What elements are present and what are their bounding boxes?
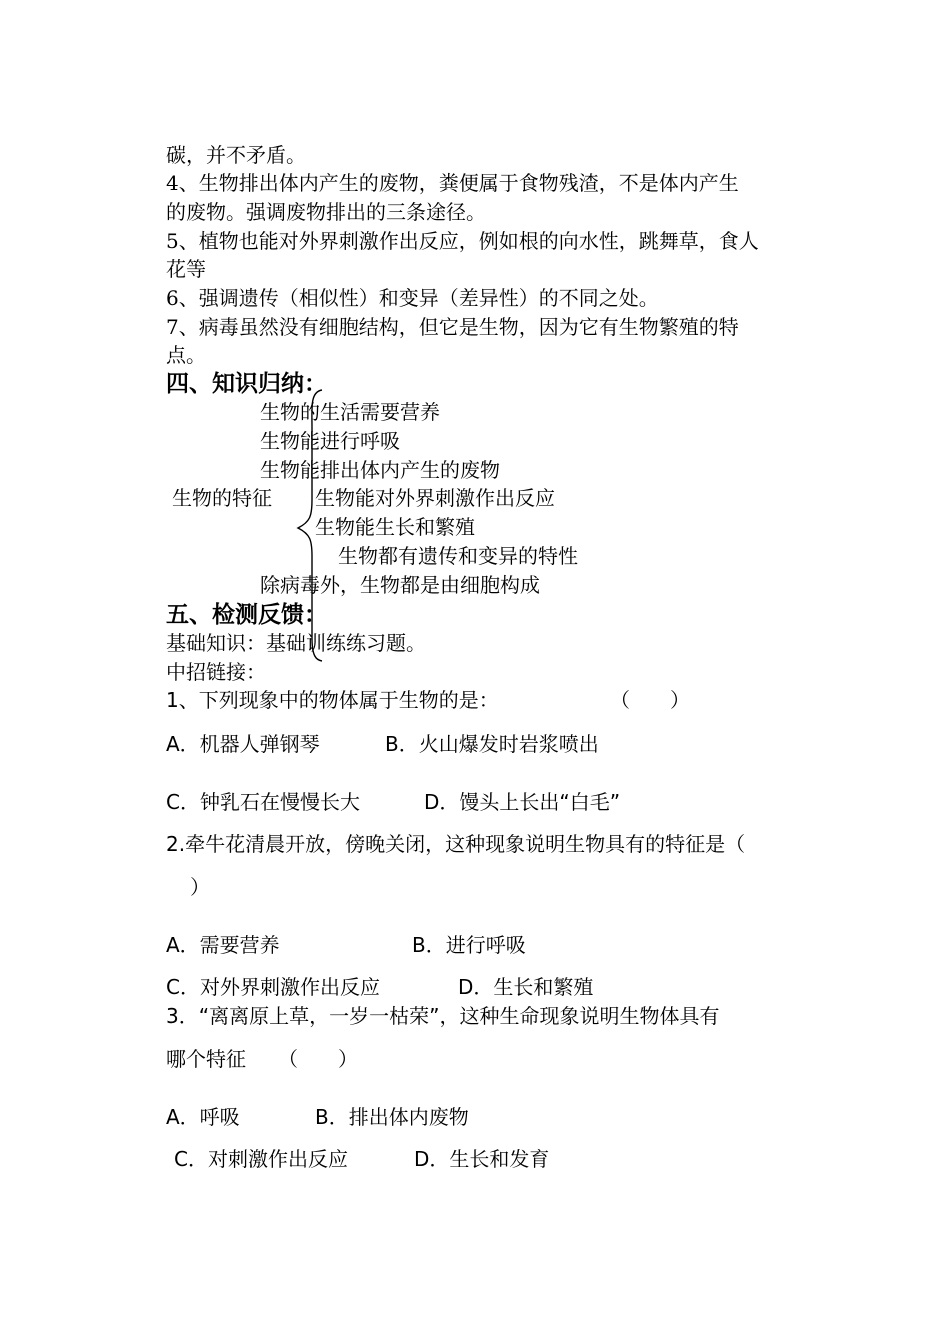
q3-option-c: C．对刺激作出反应 — [174, 1147, 348, 1171]
feature-root-label: 生物的特征 — [172, 486, 272, 510]
q1-stem: 1、下列现象中的物体属于生物的是： — [166, 688, 499, 712]
note-item-4b: 的废物。强调废物排出的三条途径。 — [166, 200, 486, 224]
feature-item-6: 生物都有遗传和变异的特性 — [338, 544, 578, 568]
note-item-6: 6、强调遗传（相似性）和变异（差异性）的不同之处。 — [166, 286, 659, 310]
q3-stem-line2: 哪个特征 — [166, 1047, 246, 1071]
q3-paren: （ ） — [278, 1047, 358, 1071]
q1-option-b: B．火山爆发时岩浆喷出 — [385, 732, 599, 756]
q2-option-a: A．需要营养 — [166, 933, 280, 957]
q3-option-a: A．呼吸 — [166, 1105, 240, 1129]
exam-link: 中招链接： — [166, 660, 266, 684]
note-item-7b: 点。 — [166, 343, 206, 367]
note-item-4a: 4、生物排出体内产生的废物，粪便属于食物残渣，不是体内产生 — [166, 171, 739, 195]
feature-item-7: 除病毒外，生物都是由细胞构成 — [260, 573, 540, 597]
q3-option-b: B．排出体内废物 — [315, 1105, 469, 1129]
feature-item-5: 生物能生长和繁殖 — [315, 515, 475, 539]
note-item-5a: 5、植物也能对外界刺激作出反应，例如根的向水性，跳舞草，食人 — [166, 229, 759, 253]
feature-item-1: 生物的生活需要营养 — [260, 400, 440, 424]
q3-stem-line1: 3．“离离原上草，一岁一枯荣”，这种生命现象说明生物体具有 — [166, 1004, 720, 1028]
q2-paren-close: ） — [190, 875, 210, 899]
section5-heading: 五、检测反馈： — [166, 602, 327, 628]
basic-knowledge: 基础知识：基础训练练习题。 — [166, 631, 426, 655]
q2-stem: 2.牵牛花清晨开放，傍晚关闭，这种现象说明生物具有的特征是（ — [166, 832, 746, 856]
q2-option-b: B．进行呼吸 — [412, 933, 526, 957]
q2-option-d: D．生长和繁殖 — [458, 975, 594, 999]
feature-item-4: 生物能对外界刺激作出反应 — [315, 486, 555, 510]
q1-option-c: C．钟乳石在慢慢长大 — [166, 790, 360, 814]
q1-option-a: A．机器人弹钢琴 — [166, 732, 320, 756]
section4-heading: 四、知识归纳： — [166, 371, 327, 397]
note-item-5b: 花等 — [166, 257, 206, 281]
note-line-1: 碳，并不矛盾。 — [166, 143, 306, 167]
q1-paren: （ ） — [610, 688, 690, 712]
q2-option-c: C．对外界刺激作出反应 — [166, 975, 380, 999]
q3-option-d: D．生长和发育 — [414, 1147, 550, 1171]
q1-option-d: D．馒头上长出“白毛” — [424, 790, 621, 814]
feature-item-2: 生物能进行呼吸 — [260, 429, 400, 453]
note-item-7a: 7、病毒虽然没有细胞结构，但它是生物，因为它有生物繁殖的特 — [166, 315, 739, 339]
feature-item-3: 生物能排出体内产生的废物 — [260, 458, 500, 482]
